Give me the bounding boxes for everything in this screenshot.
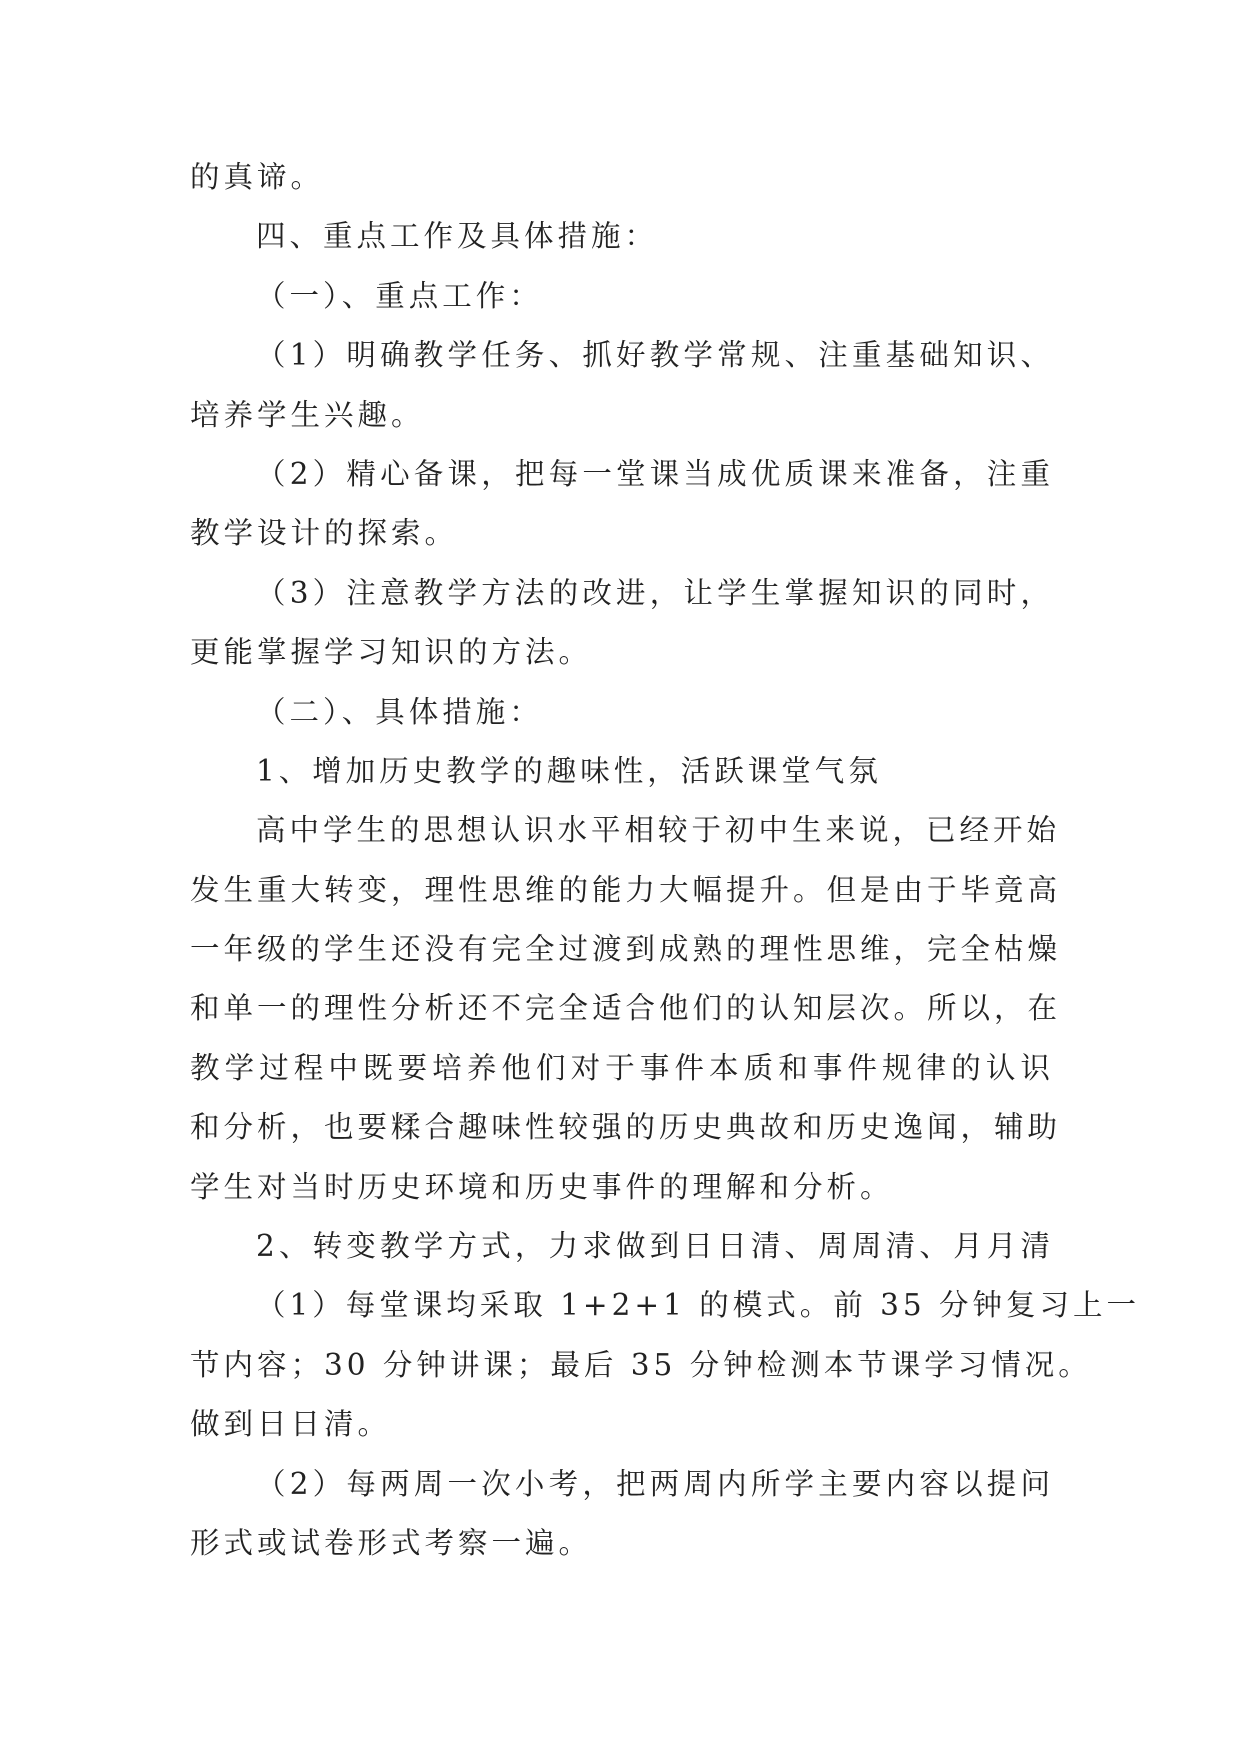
text-line: 高中学生的思想认识水平相较于初中生来说，已经开始 [256,813,1061,848]
text-line: 和单一的理性分析还不完全适合他们的认知层次。所以，在 [190,991,1062,1026]
text-line: 更能掌握学习知识的方法。 [190,635,593,670]
subsection-heading: （二）、具体措施： [256,694,543,729]
text-line: 学生对当时历史环境和历史事件的理解和分析。 [190,1169,894,1204]
section-heading: 四、重点工作及具体措施： [256,219,659,254]
text-line: 教学设计的探索。 [190,516,459,551]
text-line: 的真谛。 [190,160,325,194]
text-line: （1）明确教学任务、抓好教学常规、注重基础知识、 [256,338,1054,373]
text-line: 教学过程中既要培养他们对于事件本质和事件规律的认识 [190,1050,1054,1085]
text-line: （2）精心备课，把每一堂课当成优质课来准备，注重 [256,456,1054,491]
item-heading: 1、增加历史教学的趣味性，活跃课堂气氛 [256,753,882,788]
text-line: （1）每堂课均采取 1+2+1 的模式。前 35 分钟复习上一 [256,1288,1141,1323]
text-line: 形式或试卷形式考察一遍。 [190,1525,593,1560]
text-line: 培养学生兴趣。 [190,397,425,432]
item-heading: 2、转变教学方式，力求做到日日清、周周清、月月清 [256,1229,1054,1264]
text-line: 节内容；30 分钟讲课；最后 35 分钟检测本节课学习情况。 [190,1347,1092,1382]
text-line: 和分析，也要糅合趣味性较强的历史典故和历史逸闻，辅助 [190,1110,1062,1145]
text-line: （2）每两周一次小考，把两周内所学主要内容以提问 [256,1466,1054,1501]
text-line: 发生重大转变，理性思维的能力大幅提升。但是由于毕竟高 [190,872,1062,907]
text-line: 一年级的学生还没有完全过渡到成熟的理性思维，完全枯燥 [190,932,1062,967]
subsection-heading: （一）、重点工作： [256,278,543,313]
text-line: （3）注意教学方法的改进，让学生掌握知识的同时， [256,575,1054,610]
text-line: 做到日日清。 [190,1407,392,1442]
document-body [190,148,1141,1573]
